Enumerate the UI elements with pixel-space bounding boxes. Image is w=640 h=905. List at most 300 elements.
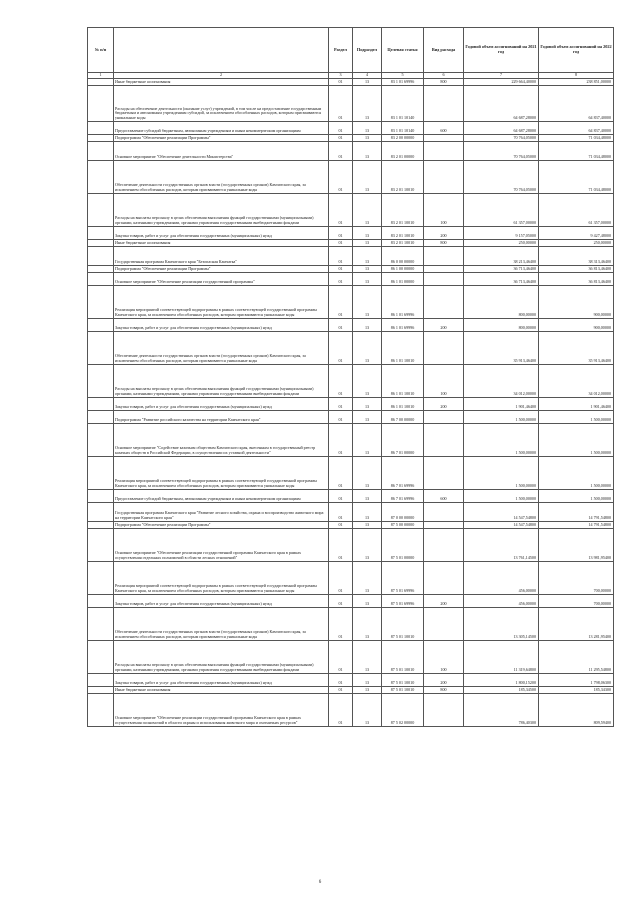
row-name-cell: Закупка товаров, работ и услуг для обеспечения государственных (муниципальных) нужд [114, 398, 329, 411]
expense-type-cell: 600 [424, 490, 464, 503]
podrazdel-cell: 13 [353, 266, 382, 273]
column-header: Раздел [329, 28, 353, 73]
amount-2022-cell: 250,00000 [539, 240, 614, 247]
expense-type-cell: 800 [424, 240, 464, 247]
target-article-cell: 86 7 01 00000 [382, 424, 424, 457]
table-row [88, 86, 614, 122]
expense-type-cell [424, 273, 464, 286]
column-number: 7 [464, 73, 539, 79]
amount-2021-cell: 36 713,46400 [464, 266, 539, 273]
podrazdel-cell: 13 [353, 522, 382, 529]
row-number-cell [88, 247, 114, 266]
expense-type-cell [424, 522, 464, 529]
target-article-cell: 87 5 01 00000 [382, 529, 424, 562]
target-article-cell: 87 0 00 00000 [382, 503, 424, 522]
amount-2022-cell: 61 357,00000 [539, 194, 614, 227]
page-number: 6 [318, 880, 322, 885]
row-name-cell: Реализация мероприятий соответствующей подпрограммы в рамках соответствующей государственной программы Камчатского края, за исключением обособленных расходов, которым присваиваются уникальные коды [114, 457, 329, 490]
row-number-cell [88, 266, 114, 273]
podrazdel-cell: 13 [353, 194, 382, 227]
target-article-cell: 83 2 01 10010 [382, 240, 424, 247]
target-article-cell: 83 1 01 10140 [382, 86, 424, 122]
table-row [88, 79, 614, 86]
podrazdel-cell: 13 [353, 457, 382, 490]
row-number-cell [88, 424, 114, 457]
target-article-cell: 83 2 01 10010 [382, 227, 424, 240]
podrazdel-cell: 13 [353, 490, 382, 503]
amount-2022-cell: 809,59400 [539, 694, 614, 727]
row-name-cell: Иные бюджетные ассигнования [114, 79, 329, 86]
amount-2021-cell: 64 687,28000 [464, 86, 539, 122]
target-article-cell: 86 1 01 69996 [382, 319, 424, 332]
razdel-cell: 01 [329, 266, 353, 273]
amount-2021-cell: 34 012,00000 [464, 365, 539, 398]
razdel-cell: 01 [329, 319, 353, 332]
target-article-cell: 86 0 00 00000 [382, 247, 424, 266]
amount-2021-cell: 70 764,05000 [464, 135, 539, 142]
podrazdel-cell: 13 [353, 332, 382, 365]
amount-2021-cell: 36 713,46400 [464, 273, 539, 286]
column-number: 8 [539, 73, 614, 79]
table-row [88, 365, 614, 398]
target-article-cell: 86 1 01 69996 [382, 286, 424, 319]
razdel-cell: 01 [329, 79, 353, 86]
podrazdel-cell: 13 [353, 122, 382, 135]
row-number-cell [88, 273, 114, 286]
razdel-cell: 01 [329, 503, 353, 522]
row-name-cell: Расходы на обеспечение деятельности (оказание услуг) учреждений, в том числе на предоставление государственным бюджетным и автономным учреждениям субсидий, за исключением обособленных расходов, которым присваиваются уникальные коды [114, 86, 329, 122]
table-row [88, 194, 614, 227]
podrazdel-cell: 13 [353, 240, 382, 247]
target-article-cell: 86 7 00 00000 [382, 411, 424, 424]
expense-type-cell: 100 [424, 365, 464, 398]
amount-2022-cell: 36 813,46400 [539, 273, 614, 286]
table-row [88, 286, 614, 319]
razdel-cell: 01 [329, 122, 353, 135]
amount-2022-cell: 11 295,54800 [539, 641, 614, 674]
budget-table-sheet [87, 27, 613, 727]
expense-type-cell [424, 286, 464, 319]
row-name-cell: Обеспечение деятельности государственных органов власти (государственных органов) Камчатского края, за исключением обособленных расходов, которым присваиваются уникальные коды [114, 332, 329, 365]
expense-type-cell [424, 266, 464, 273]
table-row [88, 490, 614, 503]
expense-type-cell: 100 [424, 641, 464, 674]
column-number: 4 [353, 73, 382, 79]
row-number-cell [88, 562, 114, 595]
row-name-cell: Расходы на выплаты персоналу в целях обеспечения выполнения функций государственными (муниципальными) органами, казенными учреждениями, органами управления государственными внебюджетными фондами [114, 194, 329, 227]
row-name-cell: Обеспечение деятельности государственных органов власти (государственных органов) Камчатского края, за исключением обособленных расходов, которым присваиваются уникальные коды [114, 608, 329, 641]
podrazdel-cell: 13 [353, 286, 382, 319]
row-name-cell: Иные бюджетные ассигнования [114, 687, 329, 694]
expense-type-cell: 200 [424, 674, 464, 687]
expense-type-cell [424, 247, 464, 266]
column-number: 3 [329, 73, 353, 79]
razdel-cell: 01 [329, 424, 353, 457]
podrazdel-cell: 13 [353, 273, 382, 286]
expense-type-cell: 200 [424, 595, 464, 608]
column-header [114, 28, 329, 73]
target-article-cell: 86 1 01 10010 [382, 398, 424, 411]
amount-2021-cell: 13 305,14500 [464, 608, 539, 641]
row-number-cell [88, 694, 114, 727]
row-number-cell [88, 332, 114, 365]
row-number-cell [88, 79, 114, 86]
expense-type-cell [424, 411, 464, 424]
podrazdel-cell: 13 [353, 142, 382, 161]
podrazdel-cell: 13 [353, 674, 382, 687]
table-row [88, 595, 614, 608]
podrazdel-cell: 13 [353, 227, 382, 240]
column-header: Целевая статья [382, 28, 424, 73]
row-number-cell [88, 490, 114, 503]
row-name-cell: Расходы на выплаты персоналу в целях обеспечения выполнения функций государственными (муниципальными) органами, казенными учреждениями, органами управления государственными внебюджетными фондами [114, 641, 329, 674]
row-name-cell: Основное мероприятие "Обеспечение реализации государственной программы Камчатского края в рамках осуществления полномочий в области охраны и использования животного мира и охотничьих ресурсов" [114, 694, 329, 727]
table-row [88, 529, 614, 562]
podrazdel-cell: 13 [353, 529, 382, 562]
amount-2021-cell: 456,00000 [464, 595, 539, 608]
amount-2022-cell: 36 813,46400 [539, 266, 614, 273]
target-article-cell: 83 2 00 00000 [382, 135, 424, 142]
razdel-cell: 01 [329, 562, 353, 595]
target-article-cell: 83 2 01 10010 [382, 194, 424, 227]
amount-2022-cell: 900,00000 [539, 286, 614, 319]
table-row [88, 608, 614, 641]
row-number-cell [88, 411, 114, 424]
amount-2022-cell: 700,00000 [539, 595, 614, 608]
target-article-cell: 87 5 01 10010 [382, 674, 424, 687]
expense-type-cell: 800 [424, 687, 464, 694]
amount-2021-cell: 70 764,05000 [464, 161, 539, 194]
target-article-cell: 86 7 01 69996 [382, 490, 424, 503]
amount-2021-cell: 14 547,54800 [464, 522, 539, 529]
row-name-cell: Иные бюджетные ассигнования [114, 240, 329, 247]
podrazdel-cell: 13 [353, 79, 382, 86]
amount-2021-cell: 800,00000 [464, 319, 539, 332]
amount-2022-cell: 1 500,00000 [539, 457, 614, 490]
razdel-cell: 01 [329, 608, 353, 641]
table-row [88, 273, 614, 286]
header-row [88, 28, 614, 73]
expense-type-cell: 200 [424, 398, 464, 411]
table-row [88, 332, 614, 365]
amount-2022-cell: 14 791,54800 [539, 522, 614, 529]
target-article-cell: 87 5 01 69996 [382, 595, 424, 608]
amount-2021-cell: 1 500,00000 [464, 424, 539, 457]
row-name-cell: Закупка товаров, работ и услуг для обеспечения государственных (муниципальных) нужд [114, 227, 329, 240]
expense-type-cell [424, 135, 464, 142]
row-name-cell: Закупка товаров, работ и услуг для обеспечения государственных (муниципальных) нужд [114, 674, 329, 687]
razdel-cell: 01 [329, 286, 353, 319]
row-number-cell [88, 86, 114, 122]
expense-type-cell [424, 86, 464, 122]
razdel-cell: 01 [329, 529, 353, 562]
table-row [88, 411, 614, 424]
podrazdel-cell: 13 [353, 135, 382, 142]
table-row [88, 266, 614, 273]
table-row [88, 122, 614, 135]
amount-2022-cell: 64 837,40000 [539, 86, 614, 122]
expense-type-cell: 100 [424, 194, 464, 227]
razdel-cell: 01 [329, 365, 353, 398]
razdel-cell: 01 [329, 694, 353, 727]
amount-2022-cell: 64 837,40000 [539, 122, 614, 135]
table-row [88, 503, 614, 522]
amount-2021-cell: 13 761,14500 [464, 529, 539, 562]
row-number-cell [88, 674, 114, 687]
column-number: 1 [88, 73, 114, 79]
table-row [88, 227, 614, 240]
table-row [88, 457, 614, 490]
razdel-cell: 01 [329, 227, 353, 240]
row-name-cell: Основное мероприятие "Обеспечение реализации государственной программы Камчатского края в рамках осуществления отдельных полномочий в области лесных отношений" [114, 529, 329, 562]
target-article-cell: 87 5 01 10010 [382, 641, 424, 674]
amount-2021-cell: 229 664,40000 [464, 79, 539, 86]
razdel-cell: 01 [329, 687, 353, 694]
amount-2022-cell: 185,34300 [539, 687, 614, 694]
target-article-cell: 83 1 01 69996 [382, 79, 424, 86]
row-number-cell [88, 529, 114, 562]
row-number-cell [88, 227, 114, 240]
amount-2021-cell: 1 500,00000 [464, 457, 539, 490]
table-row [88, 247, 614, 266]
podrazdel-cell: 13 [353, 608, 382, 641]
row-number-cell [88, 595, 114, 608]
target-article-cell: 83 2 01 00000 [382, 142, 424, 161]
expense-type-cell [424, 457, 464, 490]
expense-type-cell [424, 424, 464, 457]
amount-2021-cell: 11 319,64800 [464, 641, 539, 674]
target-article-cell: 83 2 01 10010 [382, 161, 424, 194]
amount-2022-cell: 238 851,00000 [539, 79, 614, 86]
amount-2022-cell: 13 981,95400 [539, 529, 614, 562]
podrazdel-cell: 13 [353, 411, 382, 424]
razdel-cell: 01 [329, 674, 353, 687]
row-number-cell [88, 142, 114, 161]
amount-2022-cell: 13 281,95400 [539, 608, 614, 641]
amount-2021-cell: 185,34500 [464, 687, 539, 694]
table-row [88, 135, 614, 142]
table-header [88, 28, 614, 79]
table-row [88, 240, 614, 247]
table-row [88, 319, 614, 332]
podrazdel-cell: 13 [353, 687, 382, 694]
table-row [88, 424, 614, 457]
amount-2021-cell: 786,40300 [464, 694, 539, 727]
row-number-cell [88, 687, 114, 694]
amount-2021-cell: 250,00000 [464, 240, 539, 247]
row-number-cell [88, 503, 114, 522]
razdel-cell: 01 [329, 194, 353, 227]
amount-2022-cell: 14 791,54800 [539, 503, 614, 522]
row-number-cell [88, 522, 114, 529]
razdel-cell: 01 [329, 247, 353, 266]
column-number: 6 [424, 73, 464, 79]
amount-2022-cell: 900,00000 [539, 319, 614, 332]
podrazdel-cell: 13 [353, 398, 382, 411]
podrazdel-cell: 13 [353, 694, 382, 727]
column-number: 5 [382, 73, 424, 79]
razdel-cell: 01 [329, 332, 353, 365]
row-name-cell: Расходы на выплаты персоналу в целях обеспечения выполнения функций государственными (муниципальными) органами, казенными учреждениями, органами управления государственными внебюджетными фондами [114, 365, 329, 398]
table-row [88, 674, 614, 687]
amount-2022-cell: 71 034,48000 [539, 135, 614, 142]
target-article-cell: 86 1 00 00000 [382, 266, 424, 273]
table-row [88, 687, 614, 694]
expense-type-cell: 800 [424, 79, 464, 86]
row-name-cell: Предоставление субсидий бюджетным, автономным учреждениям и иным некоммерческим организациям [114, 490, 329, 503]
expense-type-cell [424, 529, 464, 562]
target-article-cell: 86 1 01 10010 [382, 365, 424, 398]
razdel-cell: 01 [329, 273, 353, 286]
table-body [88, 79, 614, 727]
table-row [88, 562, 614, 595]
podrazdel-cell: 13 [353, 424, 382, 457]
row-name-cell: Подпрограмма "Обеспечение реализации Программы" [114, 522, 329, 529]
column-header: Годовой объем ассигнований на 2021 год [464, 28, 539, 73]
amount-2021-cell: 1 500,00000 [464, 490, 539, 503]
row-number-cell [88, 457, 114, 490]
row-name-cell: Предоставление субсидий бюджетным, автономным учреждениям и иным некоммерческим организациям [114, 122, 329, 135]
row-number-cell [88, 194, 114, 227]
column-header: Подраздел [353, 28, 382, 73]
podrazdel-cell: 13 [353, 595, 382, 608]
razdel-cell: 01 [329, 398, 353, 411]
row-name-cell: Государственная программа Камчатского края "Развитие лесного хозяйства, охрана и воспроизводство животного мира на территории Камчатского края" [114, 503, 329, 522]
razdel-cell: 01 [329, 86, 353, 122]
podrazdel-cell: 13 [353, 247, 382, 266]
amount-2022-cell: 9 427,48000 [539, 227, 614, 240]
table-row [88, 694, 614, 727]
table-row [88, 522, 614, 529]
amount-2022-cell: 1 500,00000 [539, 424, 614, 457]
amount-2021-cell: 38 213,46400 [464, 247, 539, 266]
target-article-cell: 87 5 01 10010 [382, 687, 424, 694]
amount-2021-cell: 35 913,46400 [464, 332, 539, 365]
podrazdel-cell: 13 [353, 319, 382, 332]
table-row [88, 161, 614, 194]
amount-2022-cell: 38 313,46400 [539, 247, 614, 266]
row-number-cell [88, 641, 114, 674]
row-name-cell: Основное мероприятие "Содействие казачьим обществам Камчатского края, внесенным в государственный реестр казачьих обществ в Российской Федерации, в осуществлении их уставной деятельности" [114, 424, 329, 457]
amount-2022-cell: 71 034,48000 [539, 142, 614, 161]
amount-2022-cell: 1 798,06300 [539, 674, 614, 687]
razdel-cell: 01 [329, 411, 353, 424]
target-article-cell: 87 5 02 00000 [382, 694, 424, 727]
target-article-cell: 87 5 00 00000 [382, 522, 424, 529]
expense-type-cell [424, 562, 464, 595]
row-name-cell: Обеспечение деятельности государственных органов власти (государственных органов) Камчатского края, за исключением обособленных расходов, которым присваиваются уникальные коды [114, 161, 329, 194]
razdel-cell: 01 [329, 457, 353, 490]
row-name-cell: Государственная программа Камчатского края "Безопасная Камчатка" [114, 247, 329, 266]
expense-type-cell: 200 [424, 227, 464, 240]
target-article-cell: 86 7 01 69996 [382, 457, 424, 490]
target-article-cell: 86 1 01 10010 [382, 332, 424, 365]
row-name-cell: Реализация мероприятий соответствующей подпрограммы в рамках соответствующей государственной программы Камчатского края, за исключением обособленных расходов, которым присваиваются уникальные коды [114, 562, 329, 595]
podrazdel-cell: 13 [353, 641, 382, 674]
row-name-cell: Подпрограмма "Обеспечение реализации Программы" [114, 266, 329, 273]
row-name-cell: Основное мероприятие "Обеспечение деятельности Министерства" [114, 142, 329, 161]
row-number-cell [88, 398, 114, 411]
row-number-cell [88, 608, 114, 641]
column-header: Вид расхода [424, 28, 464, 73]
table-row [88, 398, 614, 411]
expense-type-cell [424, 608, 464, 641]
row-number-cell [88, 240, 114, 247]
podrazdel-cell: 13 [353, 86, 382, 122]
row-name-cell: Подпрограмма "Развитие российского казачества на территории Камчатского края" [114, 411, 329, 424]
razdel-cell: 01 [329, 142, 353, 161]
row-number-cell [88, 286, 114, 319]
amount-2021-cell: 1 500,00000 [464, 411, 539, 424]
row-number-cell [88, 135, 114, 142]
amount-2021-cell: 1 800,15200 [464, 674, 539, 687]
row-name-cell: Закупка товаров, работ и услуг для обеспечения государственных (муниципальных) нужд [114, 595, 329, 608]
amount-2022-cell: 1 500,00000 [539, 411, 614, 424]
row-name-cell: Реализация мероприятий соответствующей подпрограммы в рамках соответствующей государственной программы Камчатского края, за исключением обособленных расходов, которым присваиваются уникальные коды [114, 286, 329, 319]
amount-2022-cell: 34 012,00000 [539, 365, 614, 398]
expense-type-cell [424, 503, 464, 522]
razdel-cell: 01 [329, 641, 353, 674]
amount-2022-cell: 71 034,48000 [539, 161, 614, 194]
amount-2021-cell: 61 357,00000 [464, 194, 539, 227]
target-article-cell: 87 5 01 10010 [382, 608, 424, 641]
podrazdel-cell: 13 [353, 503, 382, 522]
column-header: № п/п [88, 28, 114, 73]
razdel-cell: 01 [329, 135, 353, 142]
row-name-cell: Подпрограмма "Обеспечение реализации Программы" [114, 135, 329, 142]
row-number-cell [88, 319, 114, 332]
razdel-cell: 01 [329, 490, 353, 503]
row-number-cell [88, 122, 114, 135]
expense-type-cell [424, 694, 464, 727]
row-name-cell: Закупка товаров, работ и услуг для обеспечения государственных (муниципальных) нужд [114, 319, 329, 332]
amount-2021-cell: 14 547,54800 [464, 503, 539, 522]
amount-2021-cell: 64 687,28000 [464, 122, 539, 135]
razdel-cell: 01 [329, 240, 353, 247]
target-article-cell: 86 1 01 00000 [382, 273, 424, 286]
amount-2022-cell: 35 913,46400 [539, 332, 614, 365]
amount-2021-cell: 800,00000 [464, 286, 539, 319]
amount-2021-cell: 456,00000 [464, 562, 539, 595]
row-number-cell [88, 161, 114, 194]
podrazdel-cell: 13 [353, 365, 382, 398]
row-number-cell [88, 365, 114, 398]
expense-type-cell: 600 [424, 122, 464, 135]
razdel-cell: 01 [329, 161, 353, 194]
column-header: Годовой объем ассигнований на 2022 год [539, 28, 614, 73]
razdel-cell: 01 [329, 522, 353, 529]
amount-2022-cell: 1 901,46400 [539, 398, 614, 411]
podrazdel-cell: 13 [353, 161, 382, 194]
target-article-cell: 87 5 01 69996 [382, 562, 424, 595]
amount-2022-cell: 1 500,00000 [539, 490, 614, 503]
amount-2021-cell: 70 764,05000 [464, 142, 539, 161]
table-row [88, 142, 614, 161]
amount-2022-cell: 700,00000 [539, 562, 614, 595]
row-name-cell: Основное мероприятие "Обеспечение реализации государственной программы" [114, 273, 329, 286]
expense-type-cell [424, 332, 464, 365]
column-number: 2 [114, 73, 329, 79]
budget-table [87, 27, 614, 727]
podrazdel-cell: 13 [353, 562, 382, 595]
amount-2021-cell: 1 901,46400 [464, 398, 539, 411]
expense-type-cell [424, 161, 464, 194]
expense-type-cell: 200 [424, 319, 464, 332]
expense-type-cell [424, 142, 464, 161]
amount-2021-cell: 9 157,05000 [464, 227, 539, 240]
target-article-cell: 83 1 01 10140 [382, 122, 424, 135]
table-row [88, 641, 614, 674]
